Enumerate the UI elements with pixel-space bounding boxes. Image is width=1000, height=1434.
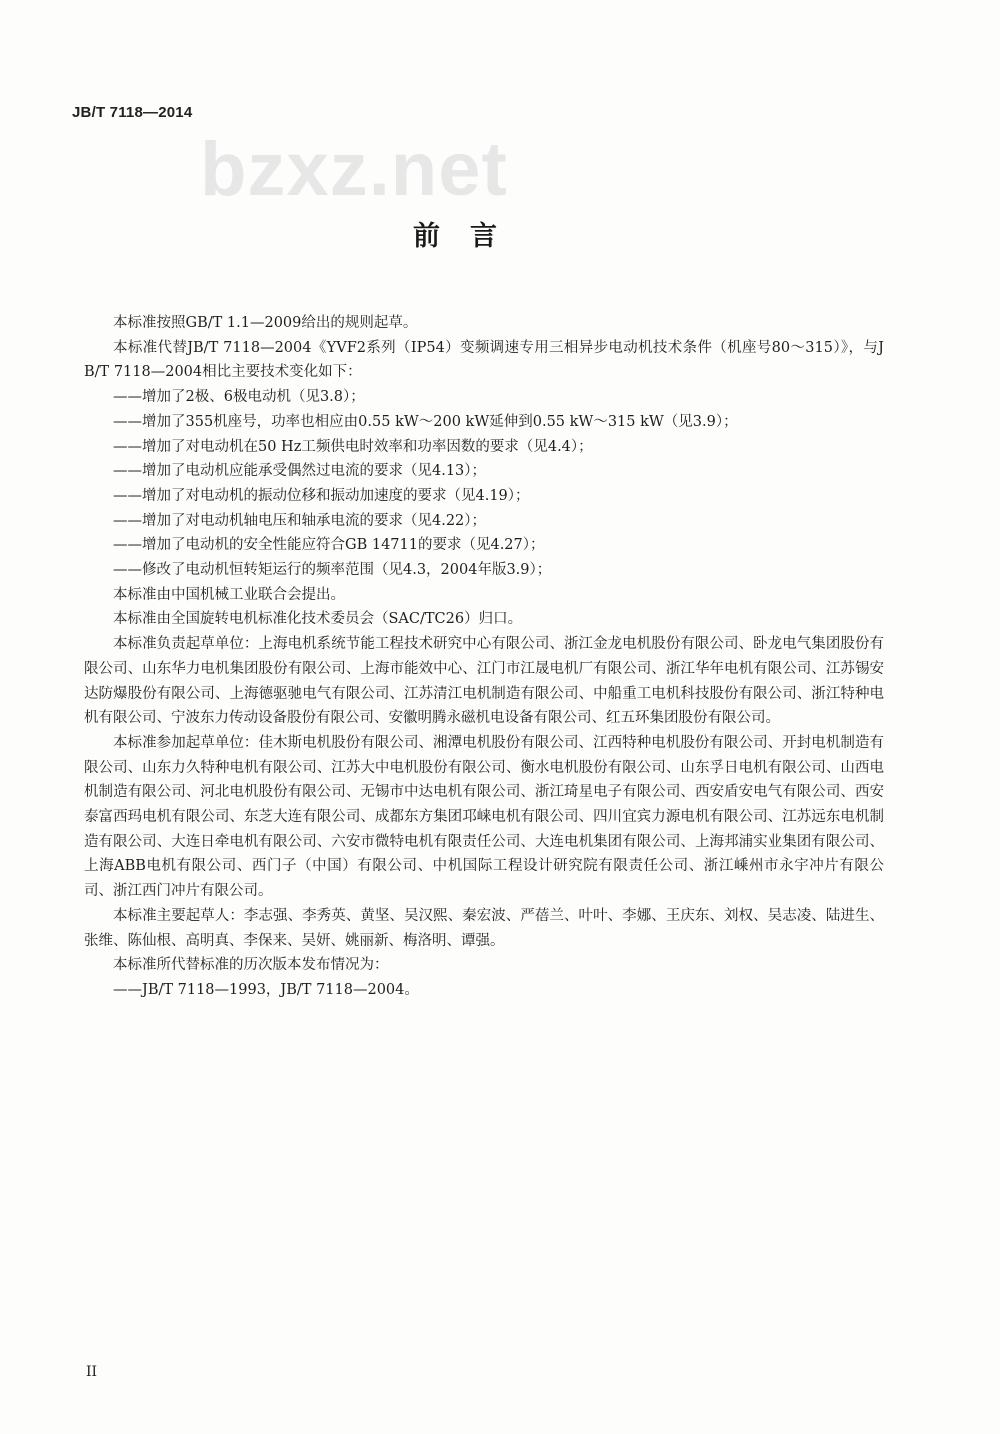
paragraph-drafting-rules: 本标准按照GB/T 1.1—2009给出的规则起草。 bbox=[113, 315, 418, 331]
paragraph-version-history: 本标准所代替标准的历次版本发布情况为： bbox=[113, 957, 389, 974]
paragraph-main-drafting-units: 本标准负责起草单位：上海电机系统节能工程技术研究中心有限公司、浙江金龙电机股份有限公司、卧龙电气集团股份有限公司、山东华力电机集团股份有限公司、上海市能效中心、江门市江晟电机厂有限公司、浙江华年电机有限公司、江苏锡安达防爆股份有限公司、上海德驱驰电气有限公司、江苏清江电机制造有限公司、中船重工电机科技股份有限公司、浙江特种电机有限公司、宁波东力传动设备股份有限公司、安徽明腾永磁机电设备有限公司、红五环集团股份有限公司。 bbox=[84, 636, 884, 727]
page-title: 前言 bbox=[413, 221, 527, 252]
paragraph-main-drafters: 本标准主要起草人：李志强、李秀英、黄坚、吴汉熙、秦宏波、严蓓兰、叶叶、李娜、王庆东、刘权、吴志凌、陆进生、张维、陈仙根、高明真、李保来、吴妍、姚丽新、梅洛明、谭强。 bbox=[84, 907, 884, 949]
change-item: ——增加了对电动机轴电压和轴承电流的要求（见4.22）； bbox=[113, 512, 487, 529]
page-number: II bbox=[86, 1364, 98, 1380]
standard-code-header: JB/T 7118—2014 bbox=[72, 104, 193, 121]
watermark-text: bzxz.net bbox=[200, 127, 508, 212]
change-item: ——增加了电动机的安全性能应符合GB 14711的要求（见4.27）； bbox=[113, 537, 545, 554]
change-item: ——增加了355机座号，功率也相应由0.55 kW～200 kW延伸到0.55 kW～315 kW（见3.9）； bbox=[113, 413, 738, 430]
change-item: ——增加了对电动机的振动位移和振动加速度的要求（见4.19）； bbox=[113, 487, 530, 504]
change-item: ——增加了对电动机在50 Hz工频供电时效率和功率因数的要求（见4.4）； bbox=[113, 438, 593, 455]
paragraph-committee: 本标准由全国旋转电机标准化技术委员会（SAC/TC26）归口。 bbox=[113, 611, 523, 628]
change-item: ——增加了2极、6极电动机（见3.8）； bbox=[113, 389, 365, 406]
paragraph-participating-units: 本标准参加起草单位：佳木斯电机股份有限公司、湘潭电机股份有限公司、江西特种电机股份有限公司、开封电机制造有限公司、山东力久特种电机有限公司、江苏大中电机股份有限公司、衡水电机股份有限公司、山东孚日电机有限公司、山西电机制造有限公司、河北电机股份有限公司、无锡市中达电机有限公司、浙江琦星电子有限公司、西安盾安电气有限公司、西安泰富西玛电机有限公司、东芝大连有限公司、成都东方集团邛崃电机有限公司、四川宜宾力源电机有限公司、江苏远东电机制造有限公司、大连日牵电机有限公司、六安市微特电机有限责任公司、大连电机集团有限公司、上海邦浦实业集团有限公司、上海ABB电机有限公司、西门子（中国）有限公司、中机国际工程设计研究院有限责任公司、浙江嵊州市永宇冲片有限公司、浙江西门冲片有限公司。 bbox=[84, 734, 884, 900]
document-body bbox=[84, 311, 884, 1003]
paragraph-replacement: 本标准代替JB/T 7118—2004《YVF2系列（IP54）变频调速专用三相异步电动机技术条件（机座号80～315）》，与JB/T 7118—2004相比主要技术变化如下： bbox=[84, 339, 884, 381]
history-item: ——JB/T 7118—1993，JB/T 7118—2004。 bbox=[113, 981, 419, 998]
change-item: ——修改了电动机恒转矩运行的频率范围（见4.3，2004年版3.9）； bbox=[113, 562, 552, 579]
change-item: ——增加了电动机应能承受偶然过电流的要求（见4.13）； bbox=[113, 463, 487, 480]
paragraph-proposer: 本标准由中国机械工业联合会提出。 bbox=[113, 586, 345, 603]
